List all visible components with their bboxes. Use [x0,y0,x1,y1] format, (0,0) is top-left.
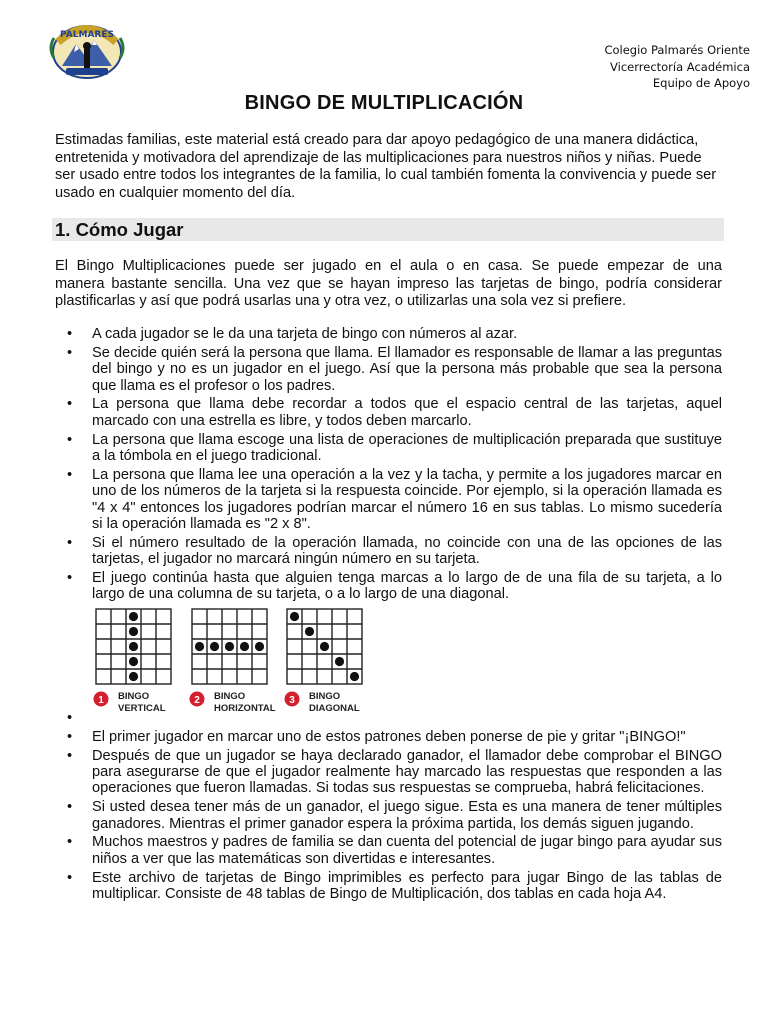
paragraph-line: plastificarlas y así que podrá usarlas una y otra vez, o utilizarlas una sola vez si prefiere. [55,293,627,309]
intro-paragraph: Estimadas familias, este material está creado para dar apoyo pedagógico de una manera didáctica, entretenida y motivadora del aprendizaje de las multiplicaciones para nuestros niños y niñas. Puede ser usado entre todos los integrantes de la familia, lo cual también fomenta la convivencia y puede ser usado en cualquier momento del día. [55,132,717,201]
rules-list-continued [67,710,722,905]
list-item: • Este archivo de tarjetas de Bingo imprimibles es perfecto para jugar Bingo de las tablas de multiplicar. Consiste de 48 tablas de Bingo de Multiplicación, dos tablas en cada hoja A4. [67,870,722,903]
list-item: • Se decide quién será la persona que llama. El llamador es responsable de llamar a las preguntas del bingo y no es un jugador en el juego. Así que la persona más probable que sea la persona que llama es el profesor o los padres. [67,345,722,394]
rules-list [67,326,722,605]
list-item: • Si usted desea tener más de un ganador, el juego sigue. Esta es una manera de tener múltiples ganadores. Mientras el primer ganador espera la próxima partida, los demás siguen jugando. [67,799,722,832]
list-item: • La persona que llama lee una operación a la vez y la tacha, y permite a los jugadores marcar en uno de los números de la tarjeta si la respuesta coincide. Por ejemplo, si la operación llamada es "4 x 4" entonces los jugadores podrían marcar el número 16 en sus tablas. Lo mismo sucedería si la operación llamada es "2 x 8". [67,467,722,533]
badge-number: 1 [98,695,104,706]
school-department: Vicerrectoría Académica [610,59,750,74]
school-name: Colegio Palmarés Oriente [604,43,750,57]
list-item: • Después de que un jugador se haya declarado ganador, el llamador debe comprobar el BINGO para asegurarse de que el jugador realmente hay marcado las respuestas que responden a las operaciones que fueron llamadas. Si todas sus respuestas se comprueba, habrá felicitaciones. [67,748,722,797]
pattern-label-line1: BINGO [118,691,150,702]
paragraph-line: El Bingo Multiplicaciones puede ser jugado en el aula o en casa. Se puede empezar de una [55,258,722,274]
section-heading-bar [52,218,724,241]
section-heading: 1. Cómo Jugar [55,219,184,240]
pattern-label-line1: BINGO [214,691,246,702]
list-item: • Si el número resultado de la operación llamada, no coincide con una de las opciones de las tarjetas, el jugador no marcará ningún número en su tarjeta. [67,535,722,568]
list-item: • Muchos maestros y padres de familia se dan cuenta del potencial de jugar bingo para ayudar sus niños a ver que las matemáticas son divertidas e interesantes. [67,834,722,867]
paragraph-line: manera bastante sencilla. Una vez que se hayan impreso las tarjetas de bingo, podría considerar [55,275,722,292]
list-item: • El primer jugador en marcar uno de estos patrones deben ponerse de pie y gritar "¡BINGO!" [67,729,722,745]
badge-number: 2 [194,695,200,706]
pattern-label-line1: BINGO [309,691,341,702]
pattern-label-line2: HORIZONTAL [214,703,276,714]
list-item: • El juego continúa hasta que alguien tenga marcas a lo largo de de una fila de su tarjeta, a lo largo de una columna de su tarjeta, o a lo largo de una diagonal. [67,570,722,603]
bingo-patterns-figure [90,605,380,720]
document-title: BINGO DE MULTIPLICACIÓN [244,92,524,114]
pattern-label-line2: VERTICAL [118,703,166,714]
school-team: Equipo de Apoyo [652,76,750,90]
pattern-label-line2: DIAGONAL [309,703,360,714]
diagonal-marks [290,612,359,681]
vertical-marks [129,612,138,681]
list-item: • La persona que llama escoge una lista de operaciones de multiplicación preparada que sustituye a la tómbola en el juego tradicional. [67,432,722,465]
list-item [67,710,722,726]
how-to-play-paragraph [55,258,722,311]
school-logo [44,18,130,82]
list-item: • A cada jugador se le da una tarjeta de bingo con números al azar. [67,326,722,342]
logo-text: PALMARÉS [60,30,114,40]
horizontal-marks [195,642,264,651]
badge-number: 3 [289,695,295,706]
school-header [604,42,750,92]
list-item: • La persona que llama debe recordar a todos que el espacio central de las tarjetas, aquel marcado con una estrella es libre, y todos deben marcarlo. [67,396,722,429]
